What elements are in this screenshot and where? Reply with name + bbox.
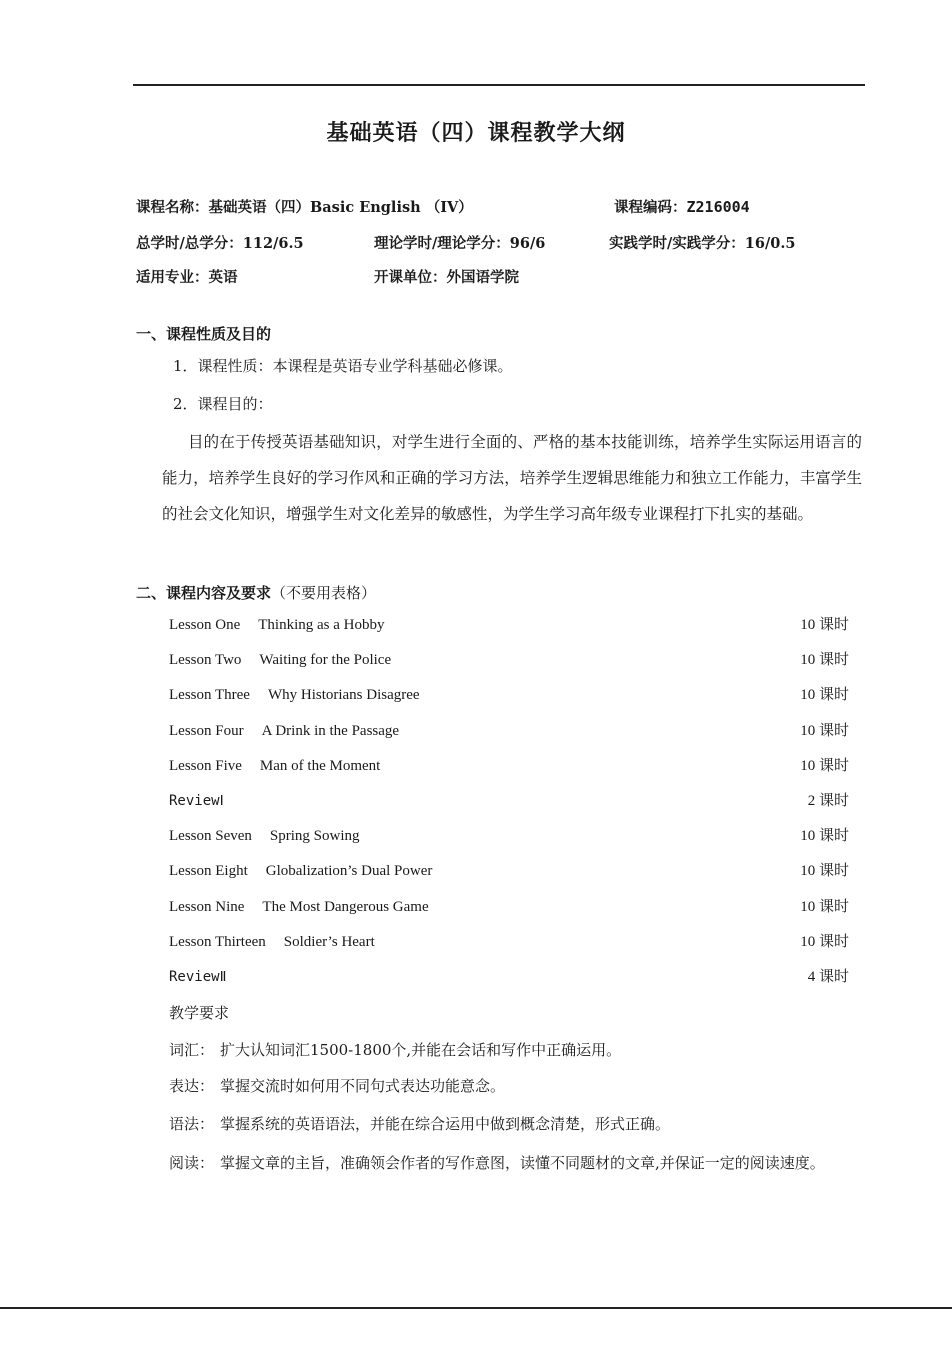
- total-hours: 总学时/总学分：112/6.5: [136, 235, 304, 252]
- lesson-number: Lesson Four: [169, 722, 244, 739]
- lesson-title: Spring Sowing: [269, 828, 360, 845]
- section1-heading: 一、课程性质及目的: [136, 325, 272, 343]
- course-code-value: Z216004: [686, 198, 750, 216]
- lesson-hours: 10 课时: [800, 652, 849, 669]
- lesson-number: Lesson Thirteen: [169, 933, 266, 950]
- review-label: ReviewⅡ: [169, 968, 227, 985]
- lesson-hours: 10 课时: [800, 687, 849, 704]
- lesson-title: Thinking as a Hobby: [258, 617, 385, 633]
- requirement-text: 掌握系统的英语语法，并能在综合运用中做到概念清楚，形式正确。: [220, 1115, 671, 1133]
- lesson-title: A Drink in the Passage: [261, 722, 400, 739]
- department: 开课单位：外国语学院: [374, 269, 519, 286]
- section2-heading-text: 二、课程内容及要求: [136, 584, 272, 602]
- requirements-heading: 教学要求: [169, 1004, 230, 1022]
- course-objective-paragraph: 目的在于传授英语基础知识，对学生进行全面的、严格的基本技能训练，培养学生实际运用语言的能力，培养学生良好的学习作风和正确的学习方法，培养学生逻辑思维能力和独立工作能力，丰富学生的社会文化知识，增强学生对文化差异的敏感性，为学生学习高年级专业课程打下扎实的基础。: [162, 433, 862, 523]
- lesson-number: Lesson One: [169, 617, 241, 633]
- lesson-hours: 10 课时: [800, 617, 849, 633]
- lesson-title: The Most Dangerous Game: [262, 898, 429, 915]
- lesson-hours: 10 课时: [800, 757, 849, 774]
- requirement-reading: [169, 1145, 859, 1181]
- requirement-text: 扩大认知词汇1500-1800个,并能在会话和写作中正确运用。: [220, 1041, 622, 1059]
- lesson-item: [169, 925, 849, 960]
- review-item: [169, 960, 849, 995]
- document-title: 基础英语（四）课程教学大纲: [326, 120, 626, 146]
- lesson-hours: 10 课时: [800, 898, 849, 915]
- lesson-item: [169, 749, 849, 784]
- lesson-number: Lesson Seven: [169, 828, 252, 845]
- lesson-list: [169, 608, 849, 995]
- lesson-item: [169, 678, 849, 713]
- requirement-expression: [169, 1068, 859, 1104]
- lesson-item: [169, 714, 849, 749]
- course-objective-label: 2．课程目的：: [173, 395, 273, 413]
- section2-heading-note: （不要用表格）: [271, 584, 377, 602]
- lesson-title: Waiting for the Police: [259, 652, 392, 669]
- lesson-title: Why Historians Disagree: [267, 687, 420, 704]
- requirement-text: 掌握文章的主旨，准确领会作者的写作意图，读懂不同题材的文章,并保证一定的阅读速度。: [220, 1154, 825, 1172]
- lesson-item: [169, 608, 849, 643]
- requirement-vocabulary: [169, 1032, 859, 1068]
- lesson-hours: 10 课时: [800, 863, 849, 880]
- review-label: ReviewⅠ: [169, 792, 224, 809]
- lesson-number: Lesson Eight: [169, 863, 248, 880]
- practice-hours: 实践学时/实践学分：16/0.5: [609, 235, 796, 252]
- course-code: [614, 196, 750, 217]
- lesson-number: Lesson Five: [169, 757, 242, 774]
- lesson-title: Soldier’s Heart: [283, 933, 375, 950]
- lesson-title: Man of the Moment: [259, 757, 381, 774]
- lesson-hours: 10 课时: [800, 933, 849, 950]
- lesson-item: [169, 890, 849, 925]
- lesson-number: Lesson Three: [169, 687, 250, 704]
- lesson-item: [169, 643, 849, 678]
- major: 适用专业：英语: [136, 269, 238, 286]
- requirement-text: 掌握交流时如何用不同句式表达功能意念。: [220, 1077, 506, 1095]
- lesson-hours: 10 课时: [800, 828, 849, 845]
- lesson-number: Lesson Nine: [169, 898, 245, 915]
- requirement-label: 阅读：: [169, 1154, 215, 1172]
- requirement-label: 词汇：: [169, 1041, 215, 1059]
- theory-hours: 理论学时/理论学分：96/6: [374, 235, 546, 252]
- requirement-grammar: [169, 1106, 859, 1142]
- course-name: 课程名称：基础英语（四）Basic English （ⅠⅤ）: [136, 199, 473, 216]
- footer-rule: [0, 1307, 952, 1309]
- review-hours: 4 课时: [807, 968, 849, 985]
- lesson-number: Lesson Two: [169, 652, 242, 669]
- lesson-title: Globalization’s Dual Power: [265, 863, 433, 880]
- lesson-hours: 10 课时: [800, 722, 849, 739]
- header-rule: [133, 84, 865, 86]
- requirement-label: 表达：: [169, 1077, 215, 1095]
- lesson-item: [169, 854, 849, 889]
- review-hours: 2 课时: [807, 792, 849, 809]
- section2-heading: [136, 582, 376, 603]
- lesson-item: [169, 819, 849, 854]
- review-item: [169, 784, 849, 819]
- course-code-label: 课程编码：: [614, 199, 687, 216]
- requirement-label: 语法：: [169, 1115, 215, 1133]
- course-nature: 1．课程性质：本课程是英语专业学科基础必修课。: [173, 357, 513, 375]
